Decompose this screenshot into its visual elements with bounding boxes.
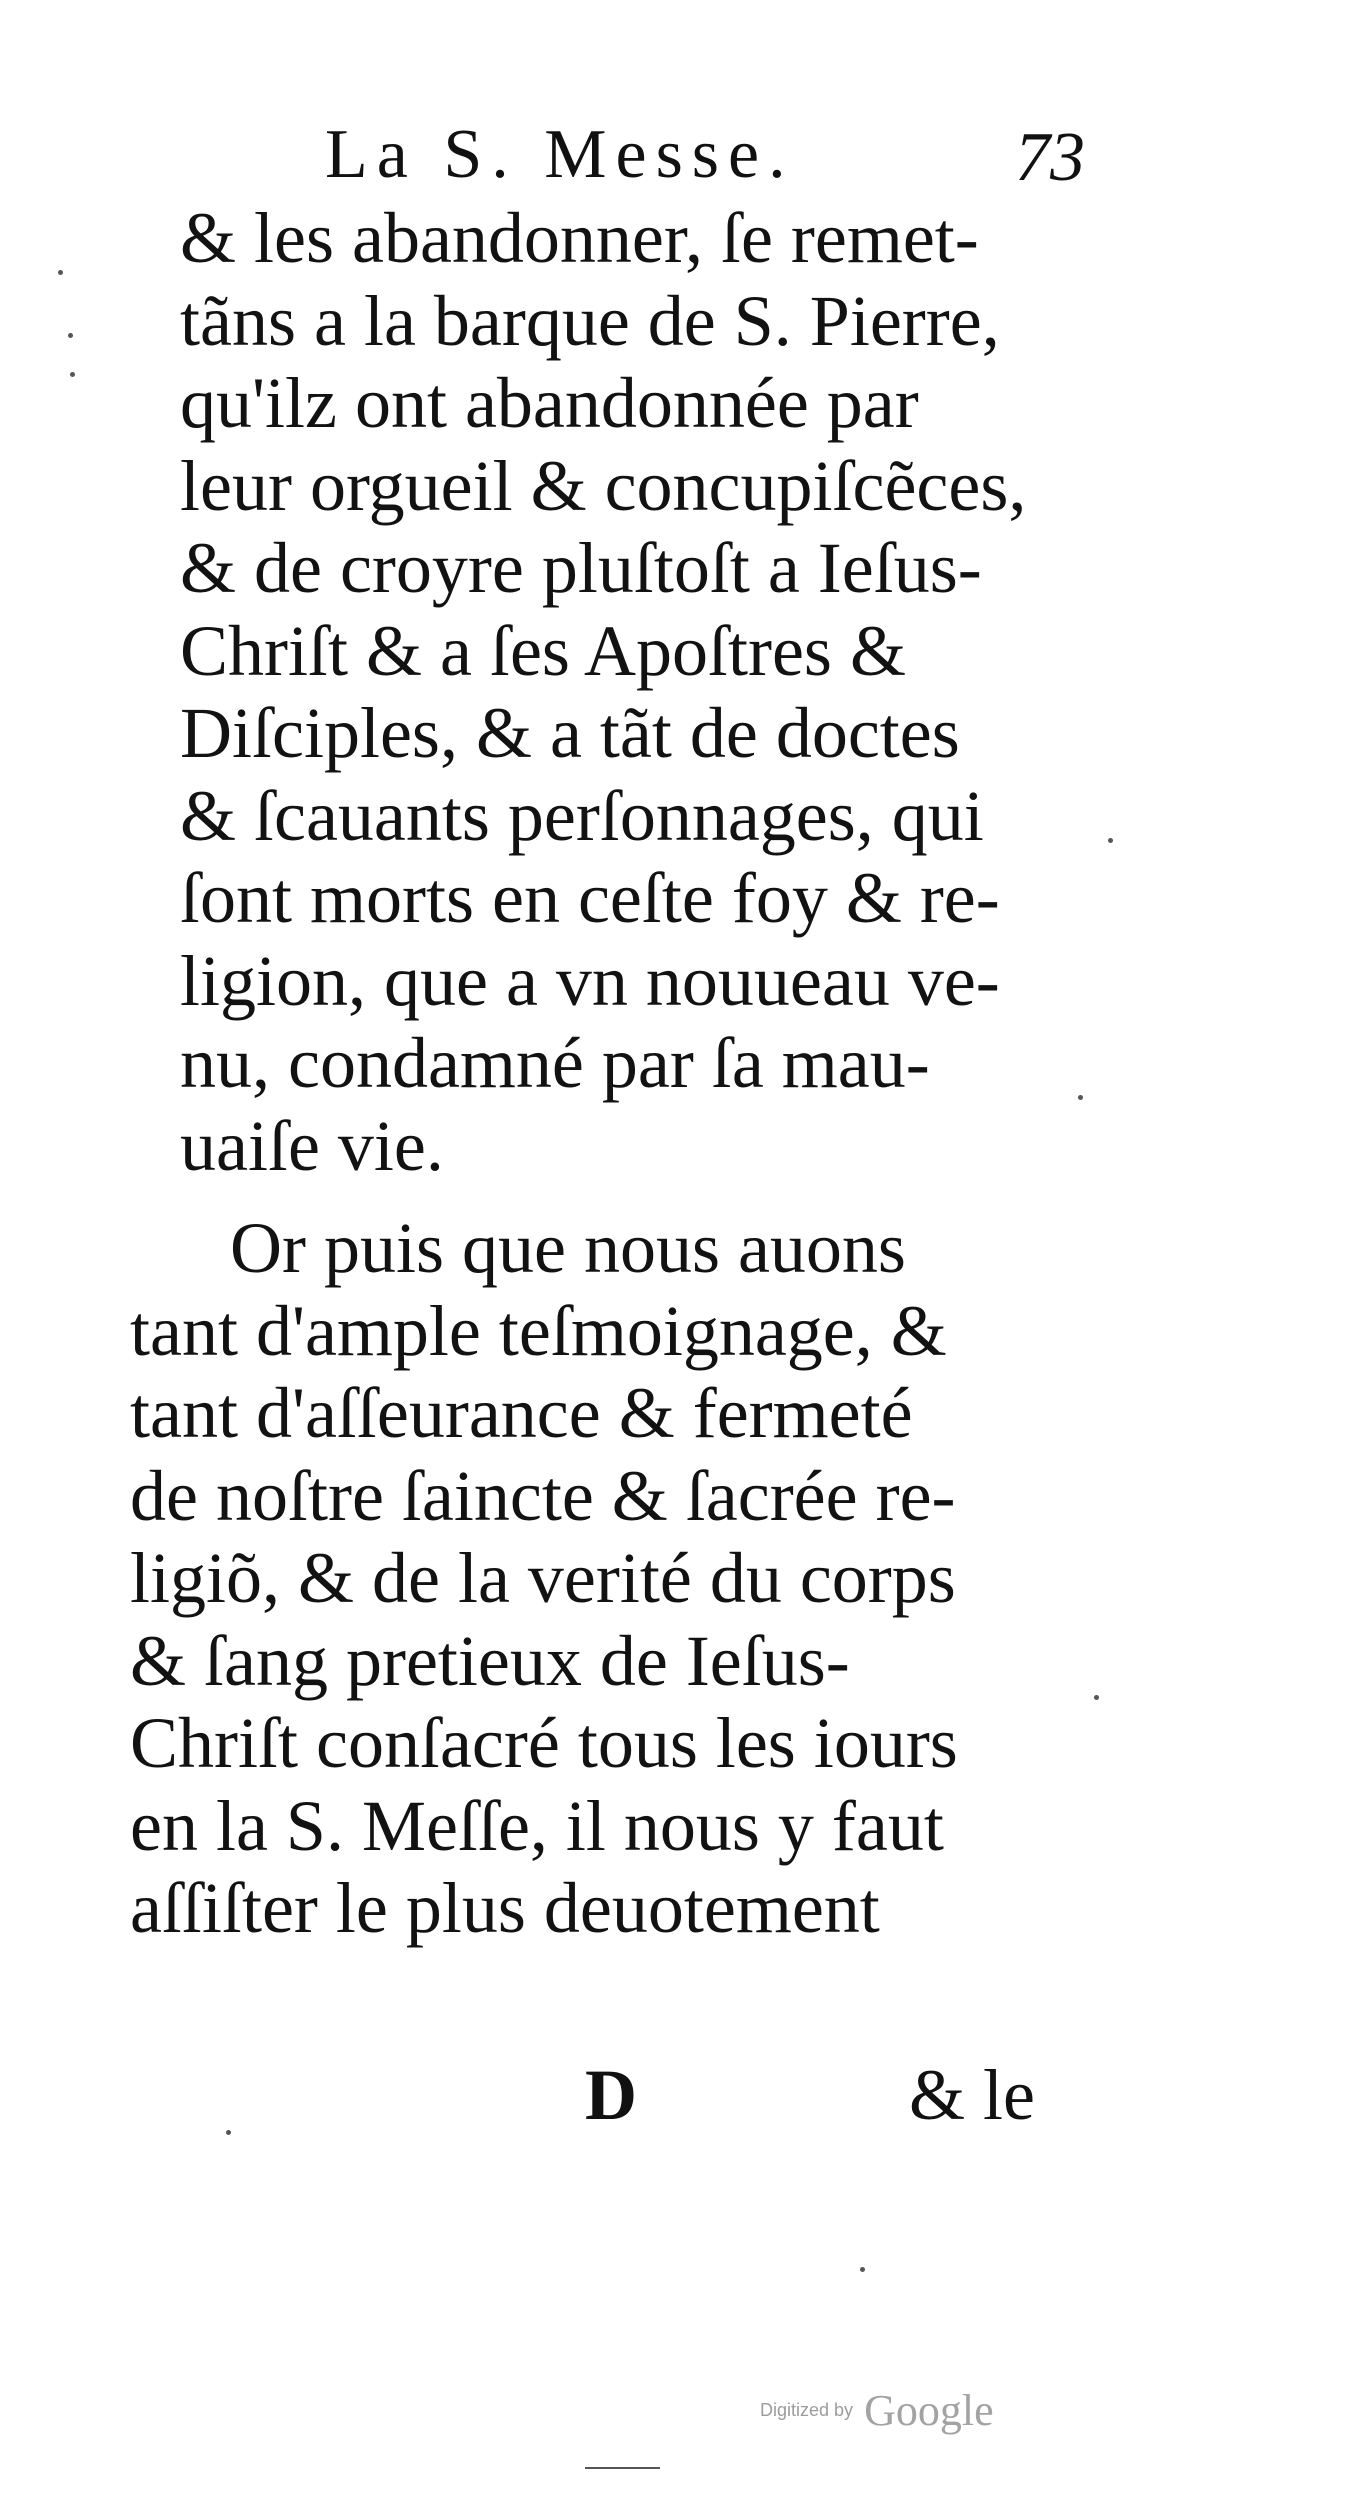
ink-speck [1108, 838, 1113, 843]
text-line-19: Chriſt conſacré tous les iours [130, 1703, 958, 1783]
ink-speck [860, 2267, 865, 2272]
text-line-8: & ſcauants perſonnages, qui [180, 776, 984, 856]
ink-speck [1078, 1095, 1083, 1100]
text-line-16: de noſtre ſaincte & ſacrée re- [130, 1456, 956, 1536]
text-line-10: ligion, que a vn nouueau ve- [180, 941, 1000, 1021]
text-line-12: uaiſe vie. [180, 1106, 444, 1186]
bottom-rule [585, 2467, 660, 2469]
text-line-3: qu'ilz ont abandonnée par [180, 363, 919, 443]
ink-speck [226, 2130, 231, 2135]
text-line-17: ligiõ, & de la verité du corps [130, 1538, 956, 1618]
ink-speck [58, 270, 63, 275]
text-line-14: tant d'ample teſmoignage, & [130, 1291, 947, 1371]
signature-mark: D [585, 2055, 637, 2135]
google-logo: Google [864, 2386, 994, 2435]
catchword: & le [909, 2055, 1035, 2135]
text-line-11: nu, condamné par ſa mau- [180, 1023, 930, 1103]
text-line-2: tãns a la barque de S. Pierre, [180, 281, 1000, 361]
text-line-6: Chriſt & a ſes Apoſtres & [180, 611, 906, 691]
footer-catchwords [585, 2045, 1035, 2145]
text-line-13: Or puis que nous auons [230, 1208, 906, 1288]
text-line-18: & ſang pretieux de Ieſus- [130, 1621, 850, 1701]
body-text [122, 190, 1082, 2100]
text-line-7: Diſciples, & a tãt de doctes [180, 693, 960, 773]
ink-speck [68, 333, 73, 338]
text-line-21: aſſiſter le plus deuotement [130, 1868, 880, 1948]
text-line-5: & de croyre pluſtoſt a Ieſus- [180, 528, 982, 608]
page-number: 73 [1015, 119, 1085, 196]
text-line-1: & les abandonner, ſe remet- [180, 198, 979, 278]
ink-speck [1094, 1695, 1099, 1700]
ink-speck [70, 372, 75, 377]
text-line-4: leur orgueil & concupiſcẽces, [180, 446, 1027, 526]
text-line-20: en la S. Meſſe, il nous y faut [130, 1786, 944, 1866]
digitized-label: Digitized by [760, 2400, 854, 2420]
text-line-9: ſont morts en ceſte foy & re- [180, 858, 1000, 938]
running-title: La S. Messe. [325, 116, 795, 193]
digitized-watermark [760, 2385, 994, 2445]
text-line-15: tant d'aſſeurance & fermeté [130, 1373, 913, 1453]
